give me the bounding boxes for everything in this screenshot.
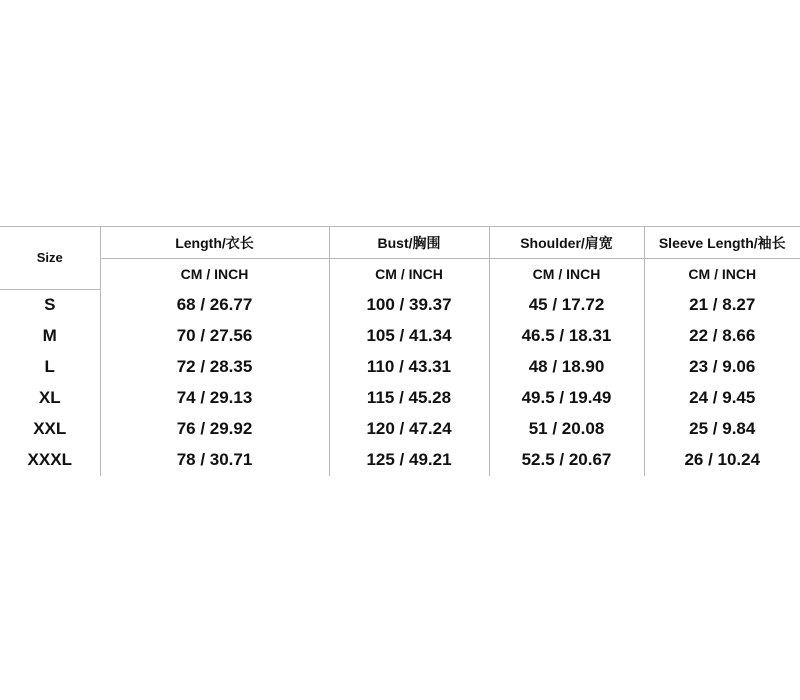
table-row xyxy=(0,352,800,383)
length-column-header: Length/衣长 xyxy=(100,227,329,259)
shoulder-cell: 49.5 / 19.49 xyxy=(489,383,644,414)
bust-column-header: Bust/胸围 xyxy=(329,227,489,259)
size-cell: XL xyxy=(38,388,61,407)
sleeve-length-cell: 26 / 10.24 xyxy=(644,445,800,476)
bust-cell: 120 / 47.24 xyxy=(329,414,489,445)
length-unit-label: CM / INCH xyxy=(100,259,329,290)
sleeve-length-column-header: Sleeve Length/袖长 xyxy=(644,227,800,259)
header-row xyxy=(0,227,800,259)
sleeve-length-cell: 25 / 9.84 xyxy=(644,414,800,445)
size-cell: L xyxy=(44,357,55,376)
size-cell: M xyxy=(42,326,57,345)
sleeve-length-cell: 23 / 9.06 xyxy=(644,352,800,383)
table-row xyxy=(0,414,800,445)
shoulder-cell: 48 / 18.90 xyxy=(489,352,644,383)
bust-unit-label: CM / INCH xyxy=(329,259,489,290)
size-cell: S xyxy=(44,295,56,314)
size-chart-table xyxy=(0,226,800,476)
length-cell: 72 / 28.35 xyxy=(100,352,329,383)
sleeve-length-cell: 24 / 9.45 xyxy=(644,383,800,414)
bust-cell: 100 / 39.37 xyxy=(329,289,489,321)
sleeve-length-cell: 22 / 8.66 xyxy=(644,321,800,352)
table-row xyxy=(0,289,800,321)
shoulder-unit-label: CM / INCH xyxy=(489,259,644,290)
bust-cell: 115 / 45.28 xyxy=(329,383,489,414)
shoulder-column-header: Shoulder/肩宽 xyxy=(489,227,644,259)
length-cell: 76 / 29.92 xyxy=(100,414,329,445)
size-cell: XXL xyxy=(33,419,67,438)
table-row xyxy=(0,383,800,414)
length-cell: 70 / 27.56 xyxy=(100,321,329,352)
shoulder-cell: 52.5 / 20.67 xyxy=(489,445,644,476)
bust-cell: 110 / 43.31 xyxy=(329,352,489,383)
table-row xyxy=(0,445,800,476)
sleeve-length-cell: 21 / 8.27 xyxy=(644,289,800,321)
table-row xyxy=(0,321,800,352)
shoulder-cell: 46.5 / 18.31 xyxy=(489,321,644,352)
length-cell: 74 / 29.13 xyxy=(100,383,329,414)
length-cell: 68 / 26.77 xyxy=(100,289,329,321)
length-cell: 78 / 30.71 xyxy=(100,445,329,476)
size-cell: XXXL xyxy=(27,450,72,469)
shoulder-cell: 45 / 17.72 xyxy=(489,289,644,321)
shoulder-cell: 51 / 20.08 xyxy=(489,414,644,445)
sleeve-length-unit-label: CM / INCH xyxy=(644,259,800,290)
size-column-header: Size xyxy=(0,227,100,290)
bust-cell: 105 / 41.34 xyxy=(329,321,489,352)
bust-cell: 125 / 49.21 xyxy=(329,445,489,476)
unit-row xyxy=(0,259,800,290)
